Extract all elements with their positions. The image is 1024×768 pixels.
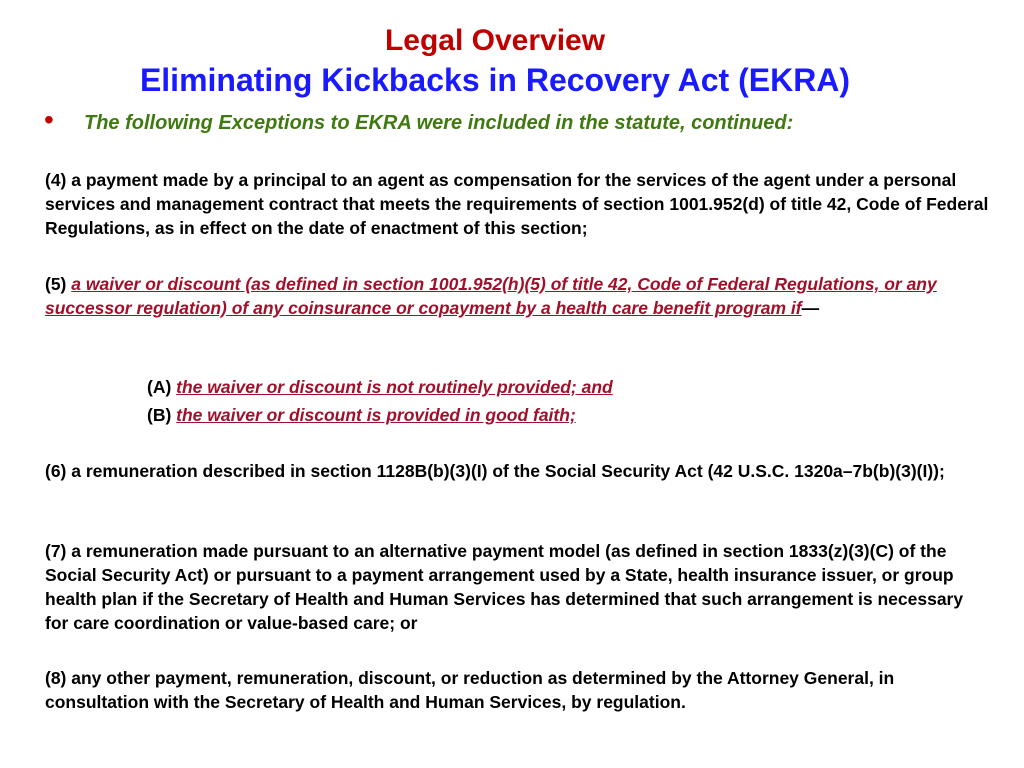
exception-7: (7) a remuneration made pursuant to an alternative payment model (as defined in section 1833(z)(3)(C) of the Social Security Act) or pursuant to a payment arrangement used by a State, health insurance issuer, or group health plan if the Secretary of Health and Human Services has determined that such arrangement is necessary for care coordination or value-based care; or [45, 541, 964, 633]
intro-bullet-text: The following Exceptions to EKRA were included in the statute, continued: [84, 112, 794, 134]
slide-title: Legal Overview [384, 24, 606, 57]
sub-a-text: the waiver or discount is not routinely provided; and [176, 377, 613, 397]
bullet-dot-icon: • [44, 104, 54, 135]
exception-5-sub-b [147, 403, 967, 427]
slide-subtitle: Eliminating Kickbacks in Recovery Act (EKRA) [139, 62, 851, 98]
exception-4: (4) a payment made by a principal to an agent as compensation for the services of the agent under a personal services and management contract that meets the requirements of section 1001.952(d) of title 42, Code of Federal Regulations, as in effect on the date of enactment of this section; [45, 170, 989, 238]
exception-5-dash: — [801, 298, 820, 318]
exception-5 [45, 272, 990, 320]
intro-bullet [44, 106, 984, 136]
exception-5-amended-text: a waiver or discount (as defined in section 1001.952(h)(5) of title 42, Code of Federal Regulations, or any successor regulation) of any coinsurance or copayment by a health care benefit program if [45, 274, 937, 318]
exception-5-sub-a [147, 375, 967, 399]
sub-b-text: the waiver or discount is provided in good faith; [176, 405, 576, 425]
exception-8: (8) any other payment, remuneration, discount, or reduction as determined by the Attorney General, in consultation with the Secretary of Health and Human Services, by regulation. [45, 668, 895, 712]
exception-6: (6) a remuneration described in section 1128B(b)(3)(I) of the Social Security Act (42 U.S.C. 1320a–7b(b)(3)(I)); [45, 461, 945, 481]
sub-b-label: (B) [147, 405, 177, 425]
sub-a-label: (A) [147, 377, 177, 397]
title-block [0, 22, 990, 100]
exception-5-number: (5) [45, 274, 72, 294]
